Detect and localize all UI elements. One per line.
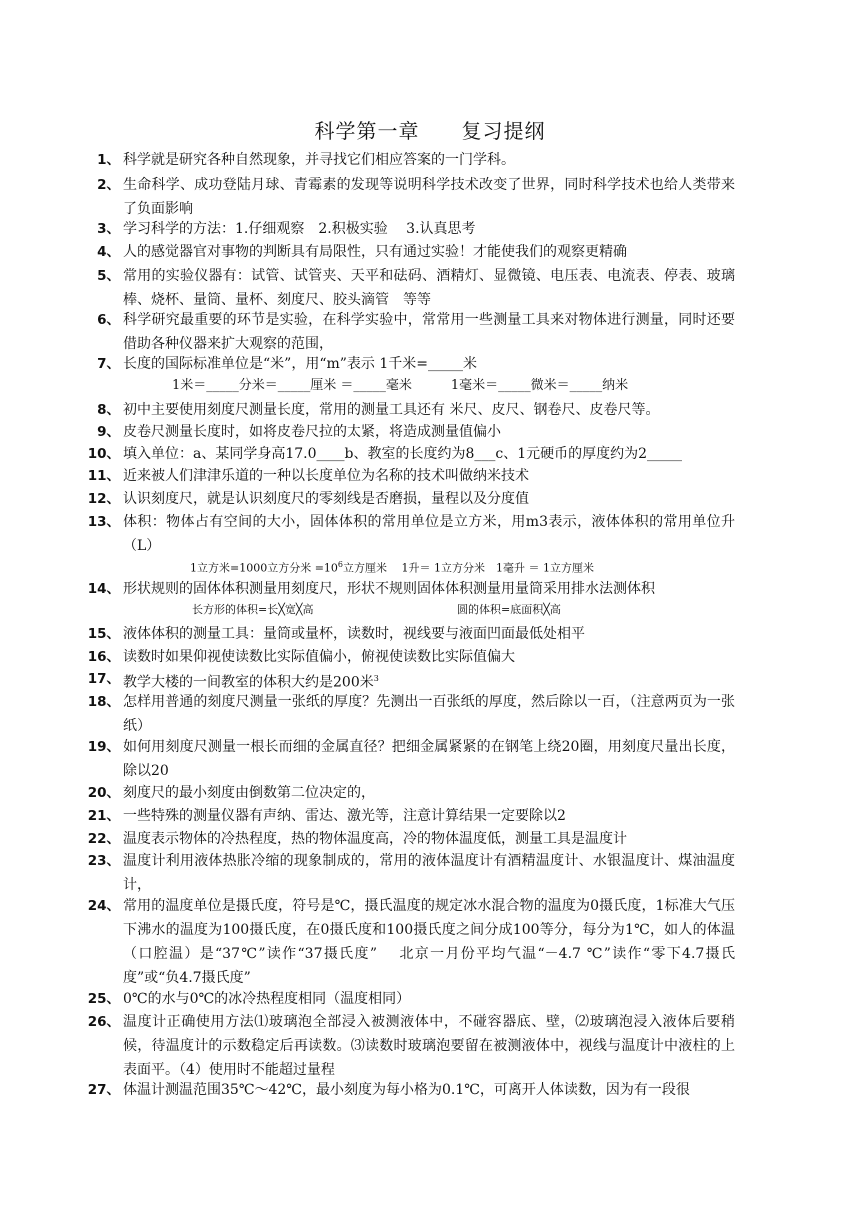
volume-superscript: 6 xyxy=(337,560,344,569)
page-title xyxy=(0,115,860,144)
item-number: 25、 xyxy=(87,991,120,1007)
item-number: 24、 xyxy=(87,898,120,914)
item-text: 体温计测温范围35℃～42℃，最小刻度为每小格为0.1℃，可离开人体读数，因为有一段很 xyxy=(123,1082,690,1098)
formula-cylinder-volume: 圆的体积=底面积╳高 xyxy=(457,603,561,616)
item-text: 一些特殊的测量仪器有声纳、雷达、激光等，注意计算结果一定要除以2 xyxy=(123,808,566,824)
item-text: 温度计正确使用方法⑴玻璃泡全部浸入被测液体中，不碰容器底、壁，⑵玻璃泡浸入液体后要稍候，待温度计的示数稳定后再读数。⑶读数时玻璃泡要留在被测液体中，视线与温度计中液柱的上表面平。（4）使用时不能超过量程 xyxy=(123,1014,735,1078)
item-text: 常用的实验仪器有：试管、试管夹、天平和砝码、酒精灯、显微镜、电压表、电流表、停表、玻璃棒、烧杯、量筒、量杯、刻度尺、胶头滴管 等等 xyxy=(123,268,735,308)
item-text: 长度的国际标准单位是“米”，用“m”表示 1千米=_____米 xyxy=(123,356,477,372)
volume-line-a: 1立方米=1000立方分米 =10 xyxy=(190,561,338,575)
item-number: 1、 xyxy=(97,152,120,168)
item-number: 9、 xyxy=(97,424,120,440)
item-number: 21、 xyxy=(87,808,120,824)
item-number: 23、 xyxy=(87,853,120,869)
volume-conversion-line xyxy=(190,557,594,577)
item-17-text: 教学大楼的一间教室的体积大约是200米 xyxy=(123,674,374,691)
item-text: 生命科学、成功登陆月球、青霉素的发现等说明科学技术改变了世界，同时科学技术也给人类带来了负面影响 xyxy=(123,177,735,217)
item-number: 13、 xyxy=(87,514,120,530)
item-text: 刻度尺的最小刻度由倒数第二位决定的， xyxy=(123,785,375,801)
item-number: 22、 xyxy=(87,831,120,847)
item-text: 体积：物体占有空间的大小，固体体积的常用单位是立方米，用m3表示，液体体积的常用单位升（L） xyxy=(123,514,735,554)
item-text: 科学就是研究各种自然现象，并寻找它们相应答案的一门学科。 xyxy=(123,152,515,168)
item-17-superscript: 3 xyxy=(373,674,379,683)
item-number: 18、 xyxy=(87,694,120,710)
item-number: 27、 xyxy=(87,1082,120,1098)
item-number: 19、 xyxy=(87,739,120,755)
item-number: 17、 xyxy=(87,671,120,687)
item-text: 认识刻度尺，就是认识刻度尺的零刻线是否磨损，量程以及分度值 xyxy=(123,491,529,507)
item-text: 读数时如果仰视使读数比实际值偏小，俯视使读数比实际值偏大 xyxy=(123,649,515,665)
formula-rectangle-volume: 长方形的体积=长╳宽╳高 xyxy=(192,603,314,616)
item-number: 26、 xyxy=(87,1014,120,1030)
item-number: 6、 xyxy=(97,312,120,328)
item-number: 8、 xyxy=(97,402,120,418)
item-text: 形状规则的固体体积测量用刻度尺，形状不规则固体体积测量用量筒采用排水法测体积 xyxy=(123,581,655,597)
item-number: 11、 xyxy=(87,468,120,484)
item-text: 如何用刻度尺测量一根长而细的金属直径？把细金属紧紧的在钢笔上绕20圈，用刻度尺量出长度，除以20 xyxy=(123,739,735,779)
item-text: 填入单位：a、某同学身高17.0____b、教室的长度约为8___c、1元硬币的厚度约为2_____ xyxy=(123,446,683,462)
item-number: 4、 xyxy=(97,244,120,260)
item-text: 科学研究最重要的环节是实验，在科学实验中，常常用一些测量工具来对物体进行测量，同时还要借助各种仪器来扩大观察的范围， xyxy=(123,312,735,352)
title-part-1: 科学第一章 xyxy=(314,119,420,143)
item-number: 2、 xyxy=(97,177,120,193)
item-number: 7、 xyxy=(97,356,120,372)
item-number: 3、 xyxy=(97,221,120,237)
item-text: 学习科学的方法：1.仔细观察 2.积极实验 3.认真思考 xyxy=(123,221,476,237)
item-number: 20、 xyxy=(87,785,120,801)
item-text: 初中主要使用刻度尺测量长度，常用的测量工具还有 米尺、皮尺、钢卷尺、皮卷尺等。 xyxy=(123,402,660,418)
item-number: 14、 xyxy=(87,581,120,597)
item-text: 温度表示物体的冷热程度，热的物体温度高，冷的物体温度低，测量工具是温度计 xyxy=(123,831,627,847)
item-text: 人的感觉器官对事物的判断具有局限性，只有通过实验！才能使我们的观察更精确 xyxy=(123,244,627,260)
item-text: 液体体积的测量工具：量筒或量杯，读数时，视线要与液面凹面最低处相平 xyxy=(123,626,585,642)
item-number: 15、 xyxy=(87,626,120,642)
item-number: 16、 xyxy=(87,649,120,665)
title-part-2: 复习提纲 xyxy=(461,119,546,143)
units-conversion-line: 1米＝_____分米＝_____厘米 ＝_____毫米 1毫米＝_____微米＝_____纳米 xyxy=(172,378,629,393)
item-text: 怎样用普通的刻度尺测量一张纸的厚度？先测出一百张纸的厚度，然后除以一百，（注意两页为一张纸） xyxy=(123,694,735,734)
volume-line-b: 立方厘米 1升＝ 1立方分米 1毫升 ＝ 1立方厘米 xyxy=(343,561,594,575)
item-text: 常用的温度单位是摄氏度，符号是℃，摄氏温度的规定冰水混合物的温度为0摄氏度，1标准大气压下沸水的温度为100摄氏度，在0摄氏度和100摄氏度之间分成100等分，每分为1℃，如人的体温（口腔温）是“37℃”读作“37摄氏度” 北京一月份平均气温“－4.7 ℃”读作“零下4.7摄氏度”或“负4.7摄氏度” xyxy=(123,898,735,986)
item-number: 10、 xyxy=(87,446,120,462)
item-text: 0℃的水与0℃的冰冷热程度相同（温度相同） xyxy=(123,991,411,1007)
item-text: 皮卷尺测量长度时，如将皮卷尺拉的太紧，将造成测量值偏小 xyxy=(123,424,501,440)
item-text: 温度计利用液体热胀冷缩的现象制成的，常用的液体温度计有酒精温度计、水银温度计、煤油温度计， xyxy=(123,853,735,893)
item-text: 近来被人们津津乐道的一种以长度单位为名称的技术叫做纳米技术 xyxy=(123,468,529,484)
item-number: 5、 xyxy=(97,268,120,284)
item-number: 12、 xyxy=(87,491,120,507)
